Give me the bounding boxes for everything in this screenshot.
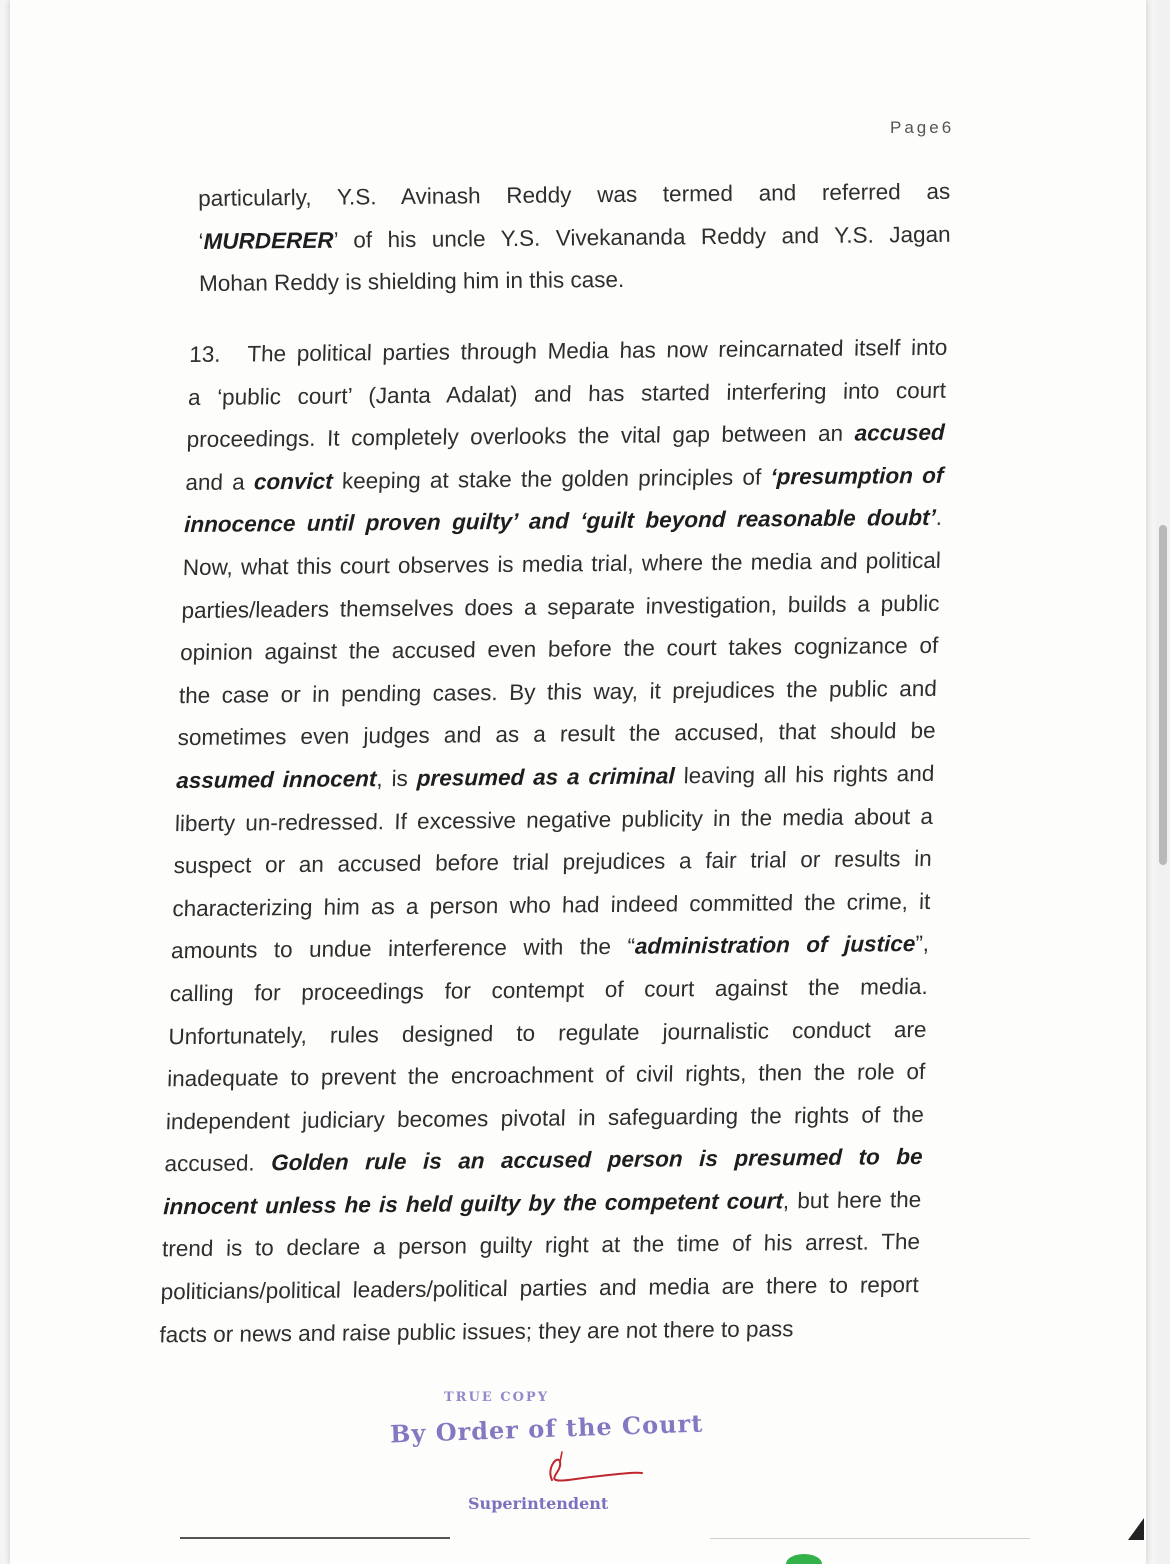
text-line	[187, 369, 946, 419]
text-line	[177, 710, 936, 760]
emphasis-text: Golden rule is an accused person is presumed to be	[270, 1144, 923, 1176]
text-line	[183, 497, 942, 547]
text-line	[174, 795, 933, 845]
body-text: , but here the	[782, 1186, 922, 1214]
text-line	[159, 1307, 918, 1357]
body-text: , is	[376, 765, 418, 792]
body-text: Unfortunately, rules designed to regulate journalistic conduct are	[168, 1016, 927, 1049]
text-line	[176, 753, 935, 803]
text-line	[181, 582, 940, 632]
body-text: inadequate to prevent the encroachment of civil rights, then the role of	[166, 1059, 926, 1092]
body-text: parties/leaders themselves does a separate investigation, builds a public	[181, 590, 940, 623]
body-text: politicians/political leaders/political parties and media are there to report	[160, 1272, 920, 1305]
page-corner-marker-icon	[1128, 1518, 1144, 1540]
text-line	[178, 668, 937, 718]
text-line	[167, 1051, 926, 1101]
body-text: calling for proceedings for contempt of court against the media.	[169, 973, 929, 1007]
body-text: suspect or an accused before trial prejudices a fair trial or results in	[173, 846, 933, 879]
continuation-paragraph	[198, 171, 951, 306]
body-text: ‘	[198, 228, 204, 254]
text-line	[160, 1264, 919, 1314]
text-line	[198, 213, 950, 263]
emphasis-text: administration of justice	[634, 931, 916, 960]
scrollbar-thumb[interactable]	[1159, 525, 1167, 865]
signature-icon	[538, 1448, 648, 1488]
body-text: characterizing him as a person who had indeed committed the crime, it	[172, 888, 931, 921]
scrollbar[interactable]	[1156, 0, 1170, 1564]
body-text: proceedings. It completely overlooks the vital gap between an	[186, 420, 856, 453]
text-line	[173, 838, 932, 888]
text-line	[180, 625, 939, 675]
emphasis-text: accused	[854, 419, 946, 446]
stamp-bottom-text: Superintendent	[468, 1494, 609, 1513]
body-text: ”,	[914, 931, 930, 957]
text-line	[182, 540, 941, 590]
text-line	[170, 923, 929, 973]
text-line	[199, 256, 951, 306]
bottom-rule-faint	[710, 1538, 1030, 1539]
text-line	[165, 1094, 924, 1144]
body-text: sometimes even judges and as a result the accused, that should be	[177, 718, 937, 751]
body-text: amounts to undue interference with the “	[170, 934, 636, 964]
emphasis-text: presumed as a criminal	[416, 763, 676, 791]
body-text: leaving all his rights and	[674, 760, 935, 789]
text-line	[163, 1179, 922, 1229]
text-line	[198, 171, 950, 221]
emphasis-text: convict	[253, 468, 334, 495]
body-text: .	[935, 505, 943, 531]
emphasis-text: MURDERER	[203, 227, 334, 254]
body-text: keeping at stake the golden principles of	[332, 464, 771, 494]
text-line	[161, 1221, 920, 1271]
stamp-main-text: By Order of the Court	[389, 1408, 704, 1449]
body-text: The political parties through Media has now reincarnated itself into	[246, 334, 948, 367]
paragraph-13	[159, 327, 948, 1357]
stamp-top-text: TRUE COPY	[444, 1390, 549, 1405]
body-text: and a	[185, 469, 255, 495]
document-page	[10, 0, 1146, 1564]
text-line	[164, 1136, 923, 1186]
text-line	[168, 1008, 927, 1058]
text-line	[172, 881, 931, 931]
body-text: Mohan Reddy is shielding him in this case.	[198, 267, 625, 297]
body-text: opinion against the accused even before the court takes cognizance of	[179, 632, 939, 666]
paragraph-number: 13.	[188, 341, 222, 368]
body-text: the case or in pending cases. By this way, it prejudices the public and	[178, 675, 938, 708]
body-text: Now, what this court observes is media trial, where the media and political	[182, 547, 942, 581]
body-text: particularly, Y.S. Avinash Reddy was termed and referred as	[198, 178, 951, 211]
text-line	[186, 412, 945, 462]
body-text: ’ of his uncle Y.S. Vivekananda Reddy and Y.S. Jagan	[333, 221, 951, 253]
bottom-rule	[180, 1537, 450, 1539]
emphasis-text: ‘presumption of	[770, 462, 944, 490]
body-text: facts or news and raise public issues; they are not there to pass	[159, 1315, 794, 1347]
text-line	[189, 327, 948, 377]
emphasis-text: innocent unless he is held guilty by the competent court	[162, 1188, 784, 1220]
page-number: Page6	[890, 118, 955, 137]
body-text: a ‘public court’ (Janta Adalat) and has started interfering into court	[187, 377, 947, 410]
text-line	[169, 966, 928, 1016]
body-text: independent judiciary becomes pivotal in safeguarding the rights of the	[165, 1101, 925, 1134]
body-text: liberty un-redressed. If excessive negative publicity in the media about a	[174, 803, 934, 836]
body-text: accused.	[164, 1150, 272, 1177]
emphasis-text: assumed innocent	[175, 766, 377, 794]
body-text: trend is to declare a person guilty right at the time of his arrest. The	[161, 1229, 921, 1262]
emphasis-text: innocence until proven guilty’ and ‘guilt beyond reasonable doubt’	[183, 505, 937, 538]
text-line	[185, 455, 944, 505]
